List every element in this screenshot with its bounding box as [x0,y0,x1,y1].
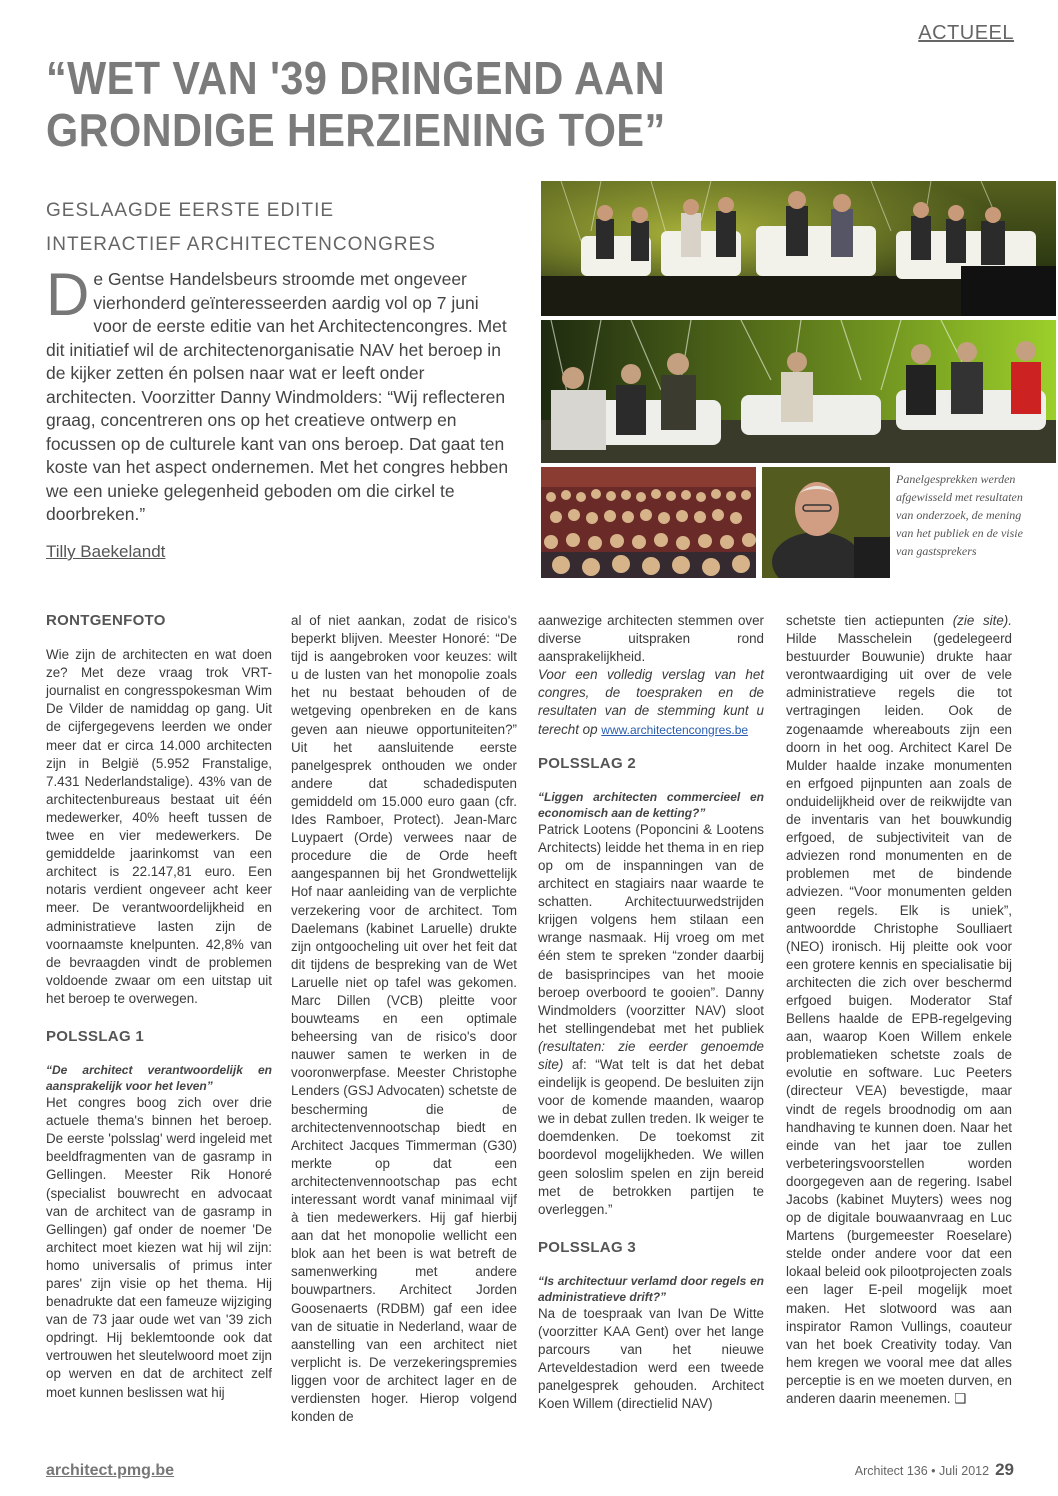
photo-caption: Panelgesprekken werden afgewisseld met resultaten van onderzoek, de mening van het publiek en de visie van gastsprekers [896,472,1023,558]
end-mark-icon: ❑ [954,1391,967,1407]
intro-paragraph [46,261,516,527]
paragraph: Wie zijn de architecten en wat doen ze? Met deze vraag trok VRT-journalist en congresspokesman Wim De Vilder de namiddag op gang. Uit de cijfergegevens leerden we onder meer dat er circa 14.000 architecten zijn in België (5.952 Franstalige, 7.431 Nederlandstalige). 43% van de architectenbureaus bestaat uit één medewerker, 40% heeft tussen de twee en vier medewerkers. De gemiddelde jaarinkomst van een architect is 22.147,81 euro. Een notaris verdient ongeveer acht keer meer. De verantwoordelijkheid en administratieve lasten zijn de voornaamste knelpunten. 42,8% van de bevraagden vindt de problemen voldoende zwaar om een uitstap uit het beroep te overwegen. [46,647,272,1006]
drop-cap: D [46,261,90,328]
subheading-rontgenfoto: RONTGENFOTO [46,612,166,629]
subheading-polsslag-1: POLSSLAG 1 [46,1027,145,1045]
paragraph: schetste tien actiepunten [786,613,945,628]
paragraph: Hilde Masschelein (gedelegeerd bestuurder Bouwunie) drukte haar verontwaardiging uit over de vele administratieve regels die tot vertragingen leiden. Ook de zogenaamde whereabouts zijn een doorn in het oog. Architect Karel De Mulder haalde inzake monumenten en erfgoed pijnpunten aan zoals de onduidelijkheid over de reikwijdte van de inventaris van het bouwkundig erfgoed, de subjectiviteit van de adviezen rond monumenten en de problemen met de bindende adviezen. “Voor monumenten gelden geen regels. Elk is uniek”, antwoordde Christophe Soulliaert (NEO) ironisch. Hij pleitte ook voor een grotere kennis en specialisatie bij architecten die zich over beschermd erfgoed buigen. Moderator Staf Bellens haalde de EPB-regelgeving aan, waarop Koen Willem enkele problematieken schetste zoals de evolutie en software. Luc Peeters (directeur VEA) bevestigde, maar vindt de regels broodnodig om aan handhaving te kunnen doen. Naar het einde van het jaar toe zullen verbeteringsvoorstellen worden doorgegeven aan de regering. Isabel Jacobs (kabinet Muyters) wees nog op de digitale bouwaanvraag en Luc Martens (burgemeester Roeselare) stelde onder andere voor dat een lokaal beleid ook pilootprojecten zoals een lager E-peil mogelijk moet maken. Het slotwoord was aan inspirator Ramon Vullings, coauteur van het boek Creativity today. Van hem kregen we vooral mee dat alles perceptie is en we moeten durven, en anderen daarin meenemen. [786,631,1012,1407]
paragraph: Na de toespraak van Ivan De Witte (voorzitter KAA Gent) over het lange parcours van het nieuwe Arteveldestadion werd een tweede panelgesprek gehouden. Architect Koen Willem (directielid NAV) [538,1305,764,1412]
pull-quote: “Is architectuur verlamd door regels en administratieve drift?” [538,1273,764,1304]
footer-website-link[interactable]: architect.pmg.be [46,1462,175,1479]
speaker-photo [762,467,890,578]
article-headline [46,52,730,156]
paragraph: al of niet aankan, zodat de risico's beperkt blijven. Meester Honoré: “De tijd is aangebroken voor keuzes: wilt u de lusten van het monopolie zoals het nu bestaat behouden of de wetgeving openbreken en de kans geven aan nieuwe opportuniteiten?” Uit het aansluitende eerste panelgesprek onthouden we onder andere dat schadedisputen gemiddeld om 15.000 euro gaan (cfr. Ides Ramboer, Protect). Jean-Marc Luypaert (Orde) verwees naar de procedure die de Orde heeft aangespannen bij het Grondwettelijk Hof naar aanleiding van de verplichte verzekering voor de architect. Tom Daelemans (kabinet Laruelle) drukte zijn ontgoocheling uit over het feit dat dit tijdens de bespreking van de Wet Laruelle niet op tafel was gekomen. Marc Dillen (VCB) pleitte voor bouwteams en een optimale beheersing van de risico's door nauwer samen te werken in de vooronwerpfase. Meester Christophe Lenders (GSJ Advocaten) schetste de bescherming die de architectenvennootschap biedt en Architect Jacques Timmerman (G30) merkte op dat een architectenvennootschap pas echt interessant wordt vanaf minimaal vijf à tien medewerkers. Hij gaf hierbij aan dat het monopolie wellicht een blok aan het been is wat betreft de samenwerking met andere bouwpartners. Architect Jorden Goosenaerts (RDBM) gaf een idee van de situatie in Nederland, waar de aanstelling van een architect niet verplicht is. De verzekeringspremies liggen voor de architect lager en de verdiensten hoger. Hierop volgend konden de [291,613,517,1425]
article-column-3 [538,612,764,1413]
paragraph: af: “Wat telt is dat het debat eindelijk is geopend. De besluiten zijn voor de komende maanden, waarop we in debat zullen treden. Ik weiger te doemdenken. De toekomst zit boordevol mogelijkheden. We willen geen soloslim spelen en zijn bereid met de betrokken partijen te overleggen.” [538,1056,764,1217]
intro-text: e Gentse Handelsbeurs stroomde met ongeveer vierhonderd geïnteresseerden aardig vol op 7 juni voor de eerste editie van het Architectencongres. Met dit initiatief wil de architectenorganisatie NAV het beroep in de kijker zetten én polsen naar wat er leeft onder architecten. Voorzitter Danny Windmolders: “Wij reflecteren graag, concentreren ons op het creatieve ontwerp en focussen op de culturele kant van ons beroep. Dat gaat ten koste van het aspect ondernemen. Met het congres hebben we een unieke gelegenheid geboden om die cirkel te doorbreken.” [46,269,509,524]
headline-line-2: GRONDIGE HERZIENING TOE” [46,104,666,156]
panel-photo-middle [541,320,1056,463]
congress-website-link[interactable]: www.architectencongres.be [601,722,749,737]
article-column-1 [46,612,272,1402]
footer-folio [855,1460,1014,1480]
pull-quote: “Liggen architecten commercieel en economisch aan de ketting?” [538,789,764,820]
subheading-polsslag-2: POLSSLAG 2 [538,754,637,772]
article-column-2 [291,612,517,1426]
page-number: 29 [995,1460,1014,1479]
issue-info: Architect 136 • Juli 2012 [854,1464,990,1478]
italic-note: (zie site). [952,613,1012,628]
kicker-2: INTERACTIEF ARCHITECTENCONGRES [46,234,436,255]
paragraph: Het congres boog zich over drie actuele thema's binnen het beroep. De eerste 'polsslag' werd ingeleid met beeldfragmenten van de gasramp in Gellingen. Meester Rik Honoré (specialist bouwrecht en advocaat van de architect van de gasramp in Gellingen) gaf onder de noemer 'De architect moet kiezen wat hij wil zijn: homo universalis of primus inter pares' zijn visie op het thema. Hij benadrukte dat een fameuze wijziging van de 73 jaar oude wet van '39 zich opdringt. Hij beklemtoonde ook dat vertrouwen het sleutelwoord moet zijn op werven en dat de architect zelf moet kunnen beslissen wat hij [46,1095,272,1400]
kicker-1: GESLAAGDE EERSTE EDITIE [46,200,335,221]
subheading-polsslag-3: POLSSLAG 3 [538,1238,637,1256]
paragraph: Patrick Lootens (Poponcini & Lootens Architects) leidde het thema in en riep op om de inspanningen van de architect en stagiairs naar waarde te schatten. Architectuurwedstrijden krijgen volgens hem stilaan een wrange nasmaak. Hij vroeg om met één stem te spreken “zonder daarbij de basisprincipes van het mooie beroep overboord te gooien”. Danny Windmolders (voorzitter NAV) sloot het stellingendebat met het publiek [538,821,764,1036]
section-label: ACTUEEL [918,22,1014,44]
italic-note: Voor een volledig verslag van het congres, de toespraken en de resultaten van de stemming kunt u terecht op [538,667,764,737]
panel-photo-top [541,181,1056,316]
paragraph: aanwezige architecten stemmen over diverse uitspraken rond aansprakelijkheid. [538,613,764,665]
article-column-4 [786,612,1012,1408]
audience-photo [541,467,756,578]
italic-note: (resultaten: zie eerder genoemde site) [538,1038,764,1072]
author-byline: Tilly Baekelandt [46,542,166,561]
headline-line-1: “WET VAN '39 DRINGEND AAN [46,52,666,104]
pull-quote: “De architect verantwoordelijk en aansprakelijk voor het leven” [46,1063,272,1094]
